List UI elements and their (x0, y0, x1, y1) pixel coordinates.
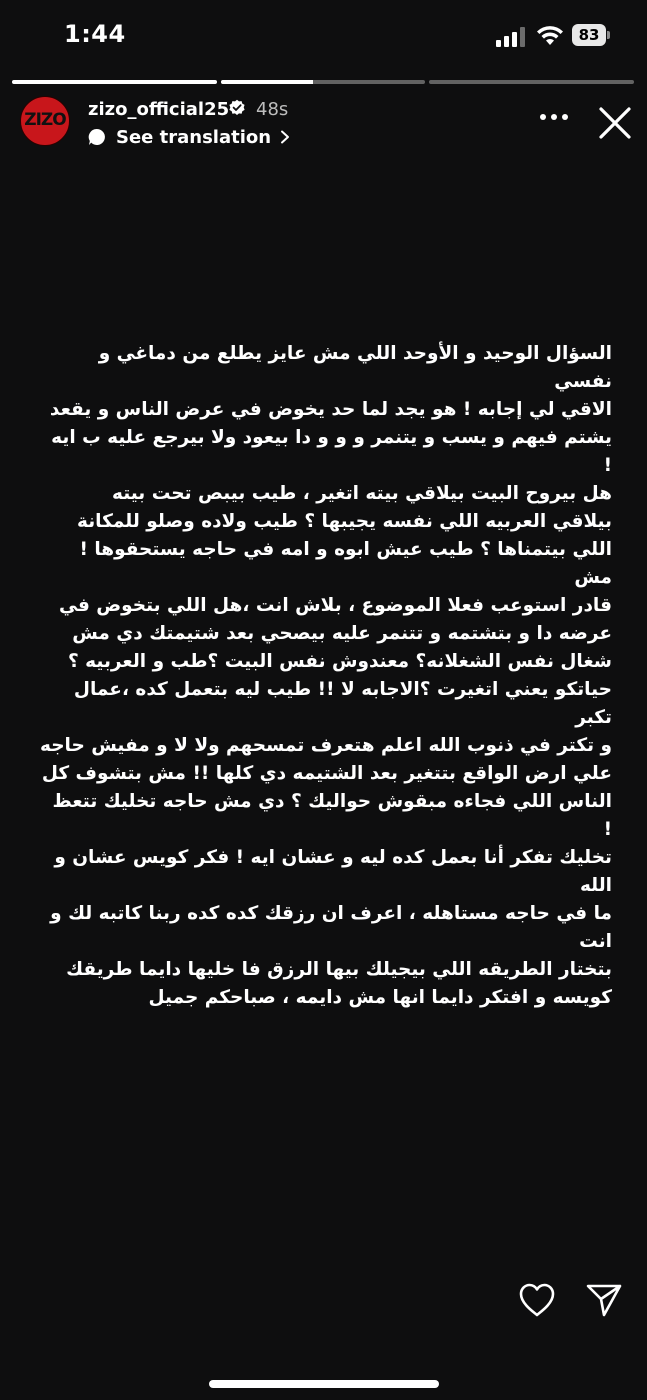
chevron-right-icon (279, 130, 291, 144)
username[interactable]: zizo_official25 (88, 99, 230, 120)
send-icon[interactable] (585, 1282, 623, 1318)
post-time-ago: 48s (256, 99, 289, 120)
see-translation-label: See translation (116, 126, 272, 148)
story-progress-fill (221, 80, 313, 84)
home-indicator (209, 1380, 439, 1388)
story-progress-bar (12, 80, 634, 84)
story-text: السؤال الوحيد و الأوحد اللي مش عايز يطلع من دماغي و نفسي الاقي لي إجابه ! هو يجد لما حد يخوض في عرض الناس و يقعد يشتم فيهم و يسب و يتنمر و و و دا بيعود ولا بيرجع عليه ب ايه ! هل بيروح البيت بيلاقي بيته اتغير ، طيب بيبص تحت بيته بيلاقي العربيه اللي نفسه يجيبها ؟ طيب ولاده وصلو للمكانة اللي بيتمناها ؟ طيب عيش ابوه و امه في حاجه يستحقوها ! مش قادر استوعب فعلا الموضوع ، بلاش انت ،هل اللي بتخوض في عرضه دا و بتشتمه و تتنمر عليه بيصحي بعد شتيمتك دي مش شغال نفس الشغلانه؟ معندوش نفس البيت ؟طب و العربيه ؟ حياتكو يعني اتغيرت ؟الاجابه لا !! طيب ليه بتعمل كده ،عمال تكبر و تكتر في ذنوب الله اعلم هتعرف تمسحهم ولا لا و مفيش حاجه علي ارض الواقع بتتغير بعد الشتيمه دي كلها !! مش بتشوف كل الناس اللي فجاءه مبقوش حواليك ؟ دي مش حاجه تخليك تتعظ ! تخليك تفكر أنا بعمل كده ليه و عشان ايه ! فكر كويس عشان و الله ما في حاجه مستاهله ، اعرف ان رزقك كده كده ربنا كاتبه لك و انت بتختار الطريقه اللي بيجيلك بيها الرزق فا خليها دايما طريقك كويسه و افتكر دايما انها مش دايمه ، صباحكم جميل (39, 343, 612, 1008)
battery-level: 83 (572, 24, 606, 46)
wifi-icon (535, 24, 565, 46)
story-progress-fill (12, 80, 217, 84)
story-progress-segment (12, 80, 217, 84)
translate-bubble-icon (88, 128, 106, 146)
verified-badge-icon (228, 99, 246, 117)
avatar[interactable] (20, 96, 70, 146)
more-options-icon[interactable] (539, 112, 569, 122)
story-progress-segment (221, 80, 426, 84)
close-icon[interactable] (598, 106, 632, 140)
cellular-signal-icon (496, 27, 526, 47)
heart-icon[interactable] (518, 1282, 556, 1318)
story-header (0, 96, 647, 152)
battery-indicator (572, 24, 610, 46)
status-bar (0, 0, 647, 72)
battery-tip (607, 31, 610, 39)
story-progress-segment (429, 80, 634, 84)
avatar-logo-text: ZIZO (24, 110, 66, 130)
status-time: 1:44 (64, 20, 126, 48)
see-translation-button[interactable] (88, 126, 291, 148)
